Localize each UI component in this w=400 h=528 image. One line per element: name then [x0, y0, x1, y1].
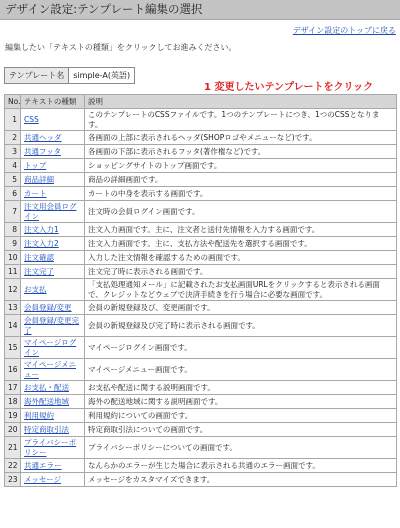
row-number: 16 — [5, 359, 21, 381]
table-row — [5, 359, 397, 381]
table-row — [5, 159, 397, 173]
row-number: 8 — [5, 223, 21, 237]
table-row — [5, 131, 397, 145]
row-number: 2 — [5, 131, 21, 145]
row-number: 21 — [5, 437, 21, 459]
row-number: 6 — [5, 187, 21, 201]
row-description: 各画面の下部に表示されるフッタ(著作権など)です。 — [85, 145, 397, 159]
row-kind-cell — [21, 395, 85, 409]
template-name-label: テンプレート名 — [5, 68, 69, 84]
table-row — [5, 201, 397, 223]
table-row — [5, 423, 397, 437]
row-kind-cell — [21, 173, 85, 187]
row-number: 20 — [5, 423, 21, 437]
row-number: 13 — [5, 301, 21, 315]
row-number: 18 — [5, 395, 21, 409]
row-kind-cell — [21, 409, 85, 423]
row-number: 17 — [5, 381, 21, 395]
row-description: 会員の新規登録及び、変更画面です。 — [85, 301, 397, 315]
table-row — [5, 459, 397, 473]
table-row — [5, 437, 397, 459]
row-kind-cell — [21, 381, 85, 395]
table-row — [5, 251, 397, 265]
row-description: 注文時の会員ログイン画面です。 — [85, 201, 397, 223]
template-kind-link[interactable]: 海外配送地域 — [24, 396, 69, 406]
row-description: 海外の配送地域に関する説明画面です。 — [85, 395, 397, 409]
row-kind-cell — [21, 201, 85, 223]
table-row — [5, 187, 397, 201]
row-description: 注文入力画面です。主に、支払方法や配送先を選択する画面です。 — [85, 237, 397, 251]
row-kind-cell — [21, 423, 85, 437]
table-row — [5, 473, 397, 487]
template-kind-link[interactable]: CSS — [24, 114, 39, 124]
row-kind-cell — [21, 131, 85, 145]
row-kind-cell — [21, 251, 85, 265]
row-kind-cell — [21, 437, 85, 459]
column-header-description: 説明 — [85, 95, 397, 109]
table-row — [5, 381, 397, 395]
table-row — [5, 109, 397, 131]
row-kind-cell — [21, 279, 85, 301]
template-kind-link[interactable]: お支払 — [24, 284, 47, 294]
row-kind-cell — [21, 359, 85, 381]
row-kind-cell — [21, 237, 85, 251]
template-kind-link[interactable]: プライバシーポリシー — [24, 438, 77, 457]
row-description: プライバシーポリシーについての画面です。 — [85, 437, 397, 459]
row-kind-cell — [21, 265, 85, 279]
table-row — [5, 279, 397, 301]
row-number: 22 — [5, 459, 21, 473]
row-kind-cell — [21, 187, 85, 201]
row-description: 各画面の上部に表示されるヘッダ(SHOPロゴやメニューなど)です。 — [85, 131, 397, 145]
template-name-box — [4, 67, 135, 84]
row-kind-cell — [21, 301, 85, 315]
template-kind-link[interactable]: カート — [24, 188, 47, 198]
back-to-design-top-link[interactable]: デザイン設定のトップに戻る — [292, 26, 396, 35]
row-kind-cell — [21, 459, 85, 473]
row-number: 14 — [5, 315, 21, 337]
row-number: 4 — [5, 159, 21, 173]
template-kind-link[interactable]: 会員登録/変更 — [24, 302, 72, 312]
row-number: 12 — [5, 279, 21, 301]
row-number: 3 — [5, 145, 21, 159]
instruction-annotation: 1 変更したいテンプレートをクリック — [204, 82, 374, 93]
template-kind-link[interactable]: 商品詳細 — [24, 174, 54, 184]
template-kind-link[interactable]: 共通ヘッダ — [24, 132, 62, 142]
table-row — [5, 223, 397, 237]
column-header-no: No. — [5, 95, 21, 109]
row-description: カートの中身を表示する画面です。 — [85, 187, 397, 201]
row-kind-cell — [21, 145, 85, 159]
template-kind-link[interactable]: 注文完了 — [24, 266, 54, 276]
template-kind-link[interactable]: 特定商取引法 — [24, 424, 69, 434]
row-description: マイページメニュー画面です。 — [85, 359, 397, 381]
row-description: このテンプレートのCSSファイルです。1つのテンプレートにつき、1つのCSSとなります。 — [85, 109, 397, 131]
template-name-value: simple-A(英語) — [69, 68, 135, 84]
template-kind-link[interactable]: 利用規約 — [24, 410, 54, 420]
table-row — [5, 145, 397, 159]
row-description: 商品の詳細画面です。 — [85, 173, 397, 187]
row-kind-cell — [21, 159, 85, 173]
row-description: 入力した注文情報を確認するための画面です。 — [85, 251, 397, 265]
row-number: 10 — [5, 251, 21, 265]
row-number: 15 — [5, 337, 21, 359]
table-row — [5, 337, 397, 359]
row-kind-cell — [21, 337, 85, 359]
table-row — [5, 173, 397, 187]
table-row — [5, 237, 397, 251]
row-number: 5 — [5, 173, 21, 187]
template-kind-link[interactable]: 注文入力1 — [24, 224, 59, 234]
row-description: ショッピングサイトのトップ画面です。 — [85, 159, 397, 173]
template-kind-link[interactable]: メッセージ — [24, 474, 62, 484]
table-row — [5, 301, 397, 315]
template-kind-link[interactable]: 注文用会員ログイン — [24, 202, 77, 221]
row-kind-cell — [21, 315, 85, 337]
table-row — [5, 265, 397, 279]
table-header-row — [5, 95, 397, 109]
template-kind-link[interactable]: 注文入力2 — [24, 238, 59, 248]
template-kind-link[interactable]: トップ — [24, 160, 47, 170]
intro-text: 編集したい「テキストの種類」をクリックしてお進みください。 — [5, 43, 237, 52]
template-kind-link[interactable]: 共通フッタ — [24, 146, 61, 156]
page-title: デザイン設定:テンプレート編集の選択 — [5, 2, 203, 16]
row-number: 9 — [5, 237, 21, 251]
row-description: 特定商取引法についての画面です。 — [85, 423, 397, 437]
row-description: 利用規約についての画面です。 — [85, 409, 397, 423]
row-description: マイページログイン画面です。 — [85, 337, 397, 359]
row-number: 7 — [5, 201, 21, 223]
table-row — [5, 395, 397, 409]
row-description: なんらかのエラーが生じた場合に表示される共通のエラー画面です。 — [85, 459, 397, 473]
row-kind-cell — [21, 223, 85, 237]
row-description: 注文完了時に表示される画面です。 — [85, 265, 397, 279]
row-number: 1 — [5, 109, 21, 131]
template-kind-link[interactable]: 注文確認 — [24, 252, 54, 262]
page-header — [0, 0, 400, 20]
row-description: メッセージをカスタマイズできます。 — [85, 473, 397, 487]
template-list-table — [4, 94, 397, 487]
row-description: お支払や配送に関する説明画面です。 — [85, 381, 397, 395]
template-kind-link[interactable]: 共通エラー — [24, 460, 62, 470]
row-description: 注文入力画面です。主に、注文者と送付先情報を入力する画面です。 — [85, 223, 397, 237]
row-number: 19 — [5, 409, 21, 423]
template-kind-link[interactable]: マイページログイン — [24, 338, 77, 357]
template-kind-link[interactable]: 会員登録/変更完了 — [24, 316, 80, 335]
row-kind-cell — [21, 473, 85, 487]
template-kind-link[interactable]: マイページメニュー — [24, 360, 76, 379]
row-kind-cell — [21, 109, 85, 131]
table-row — [5, 409, 397, 423]
row-number: 11 — [5, 265, 21, 279]
row-description: 「支払処理通知メール」に記載されたお支払画面URLをクリックすると表示される画面で、クレジットなどウェブで決済手続きを行う場合に必要な画面です。 — [85, 279, 397, 301]
row-description: 会員の新規登録及び完了時に表示される画面です。 — [85, 315, 397, 337]
row-number: 23 — [5, 473, 21, 487]
column-header-kind: テキストの種類 — [21, 95, 85, 109]
template-kind-link[interactable]: お支払・配送 — [24, 382, 69, 392]
table-row — [5, 315, 397, 337]
